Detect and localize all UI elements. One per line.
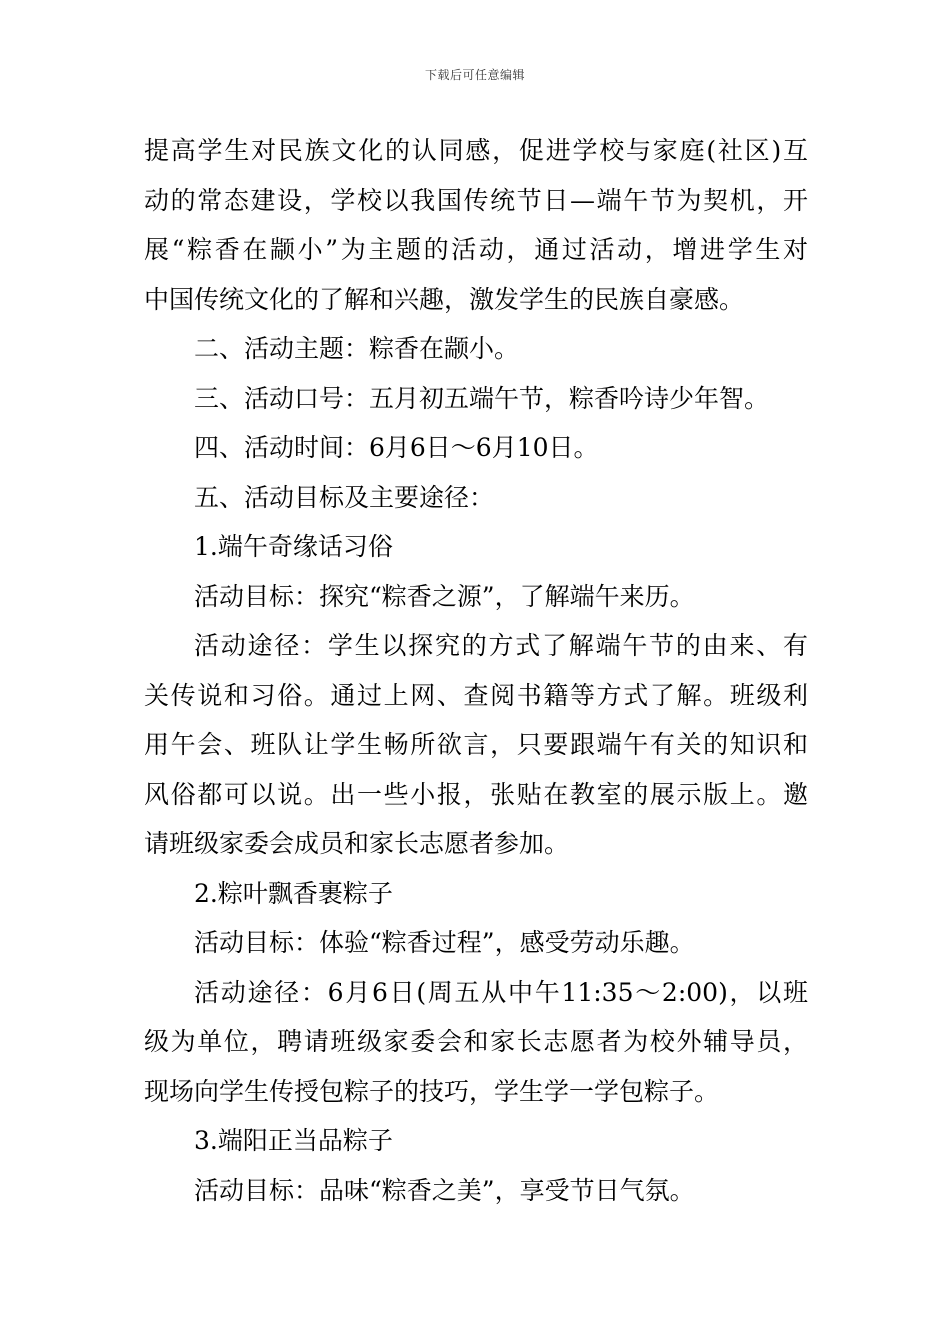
paragraph-line: 活动目标：品味“粽香之美”，享受节日气氛。 bbox=[194, 1175, 695, 1205]
section-heading: 三、活动口号：五月初五端午节，粽香吟诗少年智。 bbox=[194, 383, 770, 413]
paragraph-line: 用午会、班队让学生畅所欲言，只要跟端午有关的知识和 bbox=[144, 730, 808, 759]
paragraph-line: 活动目标：体验“粽香过程”，感受劳动乐趣。 bbox=[194, 928, 695, 957]
section-heading: 二、活动主题：粽香在颛小。 bbox=[194, 334, 520, 363]
paragraph-line: 现场向学生传授包粽子的技巧，学生学一学包粽子。 bbox=[144, 1076, 720, 1106]
paragraph-line: 中国传统文化的了解和兴趣，激发学生的民族自豪感。 bbox=[144, 284, 745, 314]
paragraph-line: 请班级家委会成员和家长志愿者参加。 bbox=[144, 829, 570, 858]
subsection-heading: 2.粽叶飘香裹粽子 bbox=[194, 878, 393, 908]
subsection-heading: 3.端阳正当品粽子 bbox=[194, 1126, 393, 1155]
body-text bbox=[144, 126, 808, 1215]
section-heading: 五、活动目标及主要途径： bbox=[194, 482, 495, 512]
paragraph-line: 风俗都可以说。出一些小报，张贴在教室的展示版上。邀 bbox=[144, 779, 808, 809]
section-heading: 四、活动时间：6月6日～6月10日。 bbox=[194, 433, 599, 462]
paragraph-line: 级为单位，聘请班级家委会和家长志愿者为校外辅导员， bbox=[144, 1027, 808, 1056]
paragraph-line: 提高学生对民族文化的认同感，促进学校与家庭(社区)互 bbox=[144, 136, 808, 165]
paragraph-line: 活动途径：6月6日(周五从中午11:35～2:00)，以班 bbox=[194, 977, 808, 1007]
header-note: 下载后可任意编辑 bbox=[424, 68, 525, 82]
paragraph-line: 动的常态建设，学校以我国传统节日—端午节为契机，开 bbox=[144, 185, 808, 215]
paragraph-line: 活动目标：探究“粽香之源”，了解端午来历。 bbox=[194, 581, 695, 611]
paragraph-line: 展“粽香在颛小”为主题的活动，通过活动，增进学生对 bbox=[144, 235, 808, 264]
paragraph-line: 活动途径：学生以探究的方式了解端午节的由来、有 bbox=[194, 631, 808, 660]
paragraph-line: 关传说和习俗。通过上网、查阅书籍等方式了解。班级利 bbox=[144, 680, 808, 710]
subsection-heading: 1.端午奇缘话习俗 bbox=[194, 532, 393, 561]
